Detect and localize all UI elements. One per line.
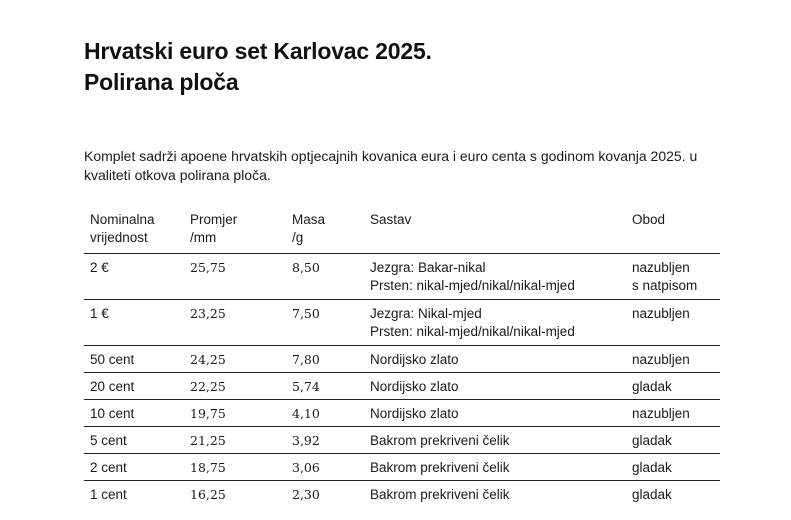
table-header-row (84, 205, 720, 254)
cell-edge: gladak (626, 454, 720, 481)
cell-mass: 8,50 (286, 254, 364, 300)
cell-denomination: 50 cent (84, 346, 184, 373)
table-row (84, 481, 720, 508)
cell-mass: 3,06 (286, 454, 364, 481)
cell-composition: Bakrom prekriveni čelik (364, 454, 626, 481)
page-title-line-1: Hrvatski euro set Karlovac 2025. (84, 38, 432, 64)
cell-diameter: 19,75 (184, 400, 286, 427)
cell-composition: Nordijsko zlato (364, 400, 626, 427)
table-row (84, 454, 720, 481)
cell-mass: 4,10 (286, 400, 364, 427)
cell-edge: nazubljen (626, 400, 720, 427)
cell-denomination: 1 cent (90, 487, 127, 502)
header-mass: Masa /g (286, 205, 364, 254)
cell-mass: 7,50 (286, 300, 364, 346)
cell-composition: Bakrom prekriveni čelik (370, 487, 510, 502)
cell-denomination: 2 € (84, 254, 184, 300)
cell-diameter: 18,75 (184, 454, 286, 481)
cell-diameter: 22,25 (184, 373, 286, 400)
intro-paragraph: Komplet sadrži apoene hrvatskih optjecajnih kovanica eura i euro centa s godinom kovanja 2025. u kvaliteti otkova polirana ploča. (84, 148, 698, 183)
cell-edge: nazubljen s natpisom (626, 254, 720, 300)
cell-edge: gladak (626, 427, 720, 454)
cell-composition: Jezgra: Bakar-nikal Prsten: nikal-mjed/nikal/nikal-mjed (364, 254, 626, 300)
cell-diameter: 23,25 (184, 300, 286, 346)
cell-mass: 7,80 (286, 346, 364, 373)
table-row (84, 254, 720, 300)
cell-edge: nazubljen (626, 300, 720, 346)
cell-denomination: 1 € (84, 300, 184, 346)
cell-edge: gladak (626, 373, 720, 400)
cell-composition: Bakrom prekriveni čelik (364, 427, 626, 454)
cell-edge: nazubljen (626, 346, 720, 373)
table-row (84, 346, 720, 373)
cell-edge: gladak (632, 487, 672, 502)
page-title-line-2: Polirana ploča (84, 69, 239, 95)
cell-denomination: 10 cent (84, 400, 184, 427)
header-denomination: Nominalna vrijednost (84, 205, 184, 254)
cell-denomination: 20 cent (84, 373, 184, 400)
table-row (84, 300, 720, 346)
cell-denomination: 2 cent (84, 454, 184, 481)
table-row (84, 427, 720, 454)
coin-specification-table (84, 205, 720, 507)
table-row (84, 400, 720, 427)
cell-diameter: 24,25 (184, 346, 286, 373)
cell-diameter: 25,75 (184, 254, 286, 300)
cell-denomination: 5 cent (84, 427, 184, 454)
cell-mass: 5,74 (286, 373, 364, 400)
cell-composition: Jezgra: Nikal-mjed Prsten: nikal-mjed/nikal/nikal-mjed (364, 300, 626, 346)
page-title (84, 36, 432, 98)
cell-composition: Nordijsko zlato (364, 346, 626, 373)
cell-composition: Nordijsko zlato (364, 373, 626, 400)
header-diameter: Promjer /mm (184, 205, 286, 254)
header-edge: Obod (626, 205, 720, 254)
cell-mass: 3,92 (286, 427, 364, 454)
cell-mass: 2,30 (292, 487, 320, 502)
header-composition: Sastav (364, 205, 626, 254)
cell-diameter: 16,25 (190, 487, 226, 502)
table-row (84, 373, 720, 400)
cell-diameter: 21,25 (184, 427, 286, 454)
